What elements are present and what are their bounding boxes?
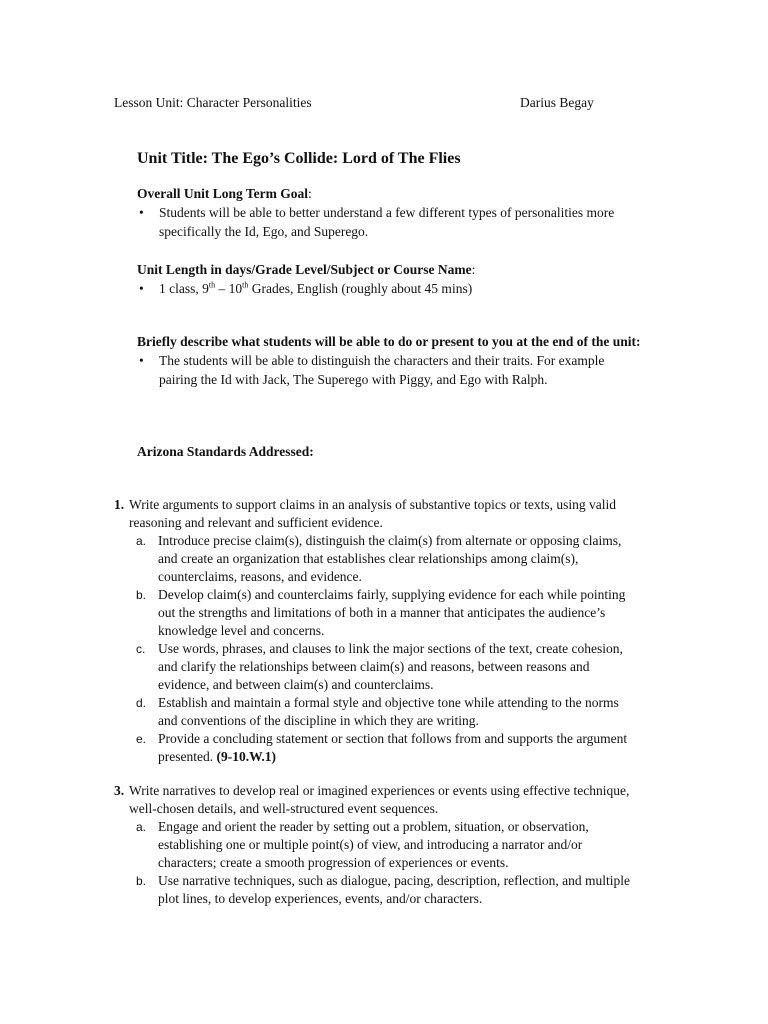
author-name: Darius Begay: [520, 95, 594, 110]
goal-label: Overall Unit Long Term Goal: [137, 186, 309, 201]
list-item: [114, 694, 634, 730]
list-text: Engage and orient the reader by setting out a problem, situation, or observation, establishing one or multiple point(s) of view, and introducing a narrator and/or characters; create a smooth progression of experiences or events.: [158, 819, 589, 870]
standard-code: (9-10.W.1): [216, 749, 276, 764]
list-letter: e.: [136, 732, 147, 746]
standard-lead: Write arguments to support claims in an analysis of substantive topics or texts, using valid reasoning and relevant and sufficient evidence.: [129, 497, 617, 530]
length-text-b: – 10: [215, 281, 243, 296]
list-letter: c.: [136, 642, 146, 656]
list-item: [114, 640, 634, 694]
goal-colon: :: [308, 186, 312, 201]
length-section: [137, 260, 657, 298]
list-text: Introduce precise claim(s), distinguish the claim(s) from alternate or opposing claims, and create an organization that establishes clear relationships among claim(s), counterclaims, reasons, and evidence.: [158, 533, 622, 584]
standard-number: 1.: [114, 497, 125, 512]
bullet-icon: •: [139, 205, 144, 220]
bullet-icon: •: [139, 281, 144, 296]
list-item: [114, 818, 634, 872]
bullet-icon: •: [139, 353, 144, 368]
list-item: [114, 532, 634, 586]
length-label: Unit Length in days/Grade Level/Subject or Course Name: [137, 262, 472, 277]
describe-bullet-text: The students will be able to distinguish the characters and their traits. For example pairing the Id with Jack, The Superego with Piggy, and Ego with Ralph.: [159, 353, 605, 387]
length-text-c: Grades, English (roughly about 45 mins): [248, 281, 473, 296]
list-text: Establish and maintain a formal style and objective tone while attending to the norms and conventions of the discipline in which they are writing.: [158, 695, 619, 728]
lesson-unit-header: Lesson Unit: Character Personalities: [114, 95, 312, 110]
standard-3: [114, 782, 654, 908]
length-colon: :: [471, 262, 476, 277]
list-letter: a.: [136, 534, 147, 548]
standards-heading: Arizona Standards Addressed:: [137, 444, 314, 459]
list-text: Use narrative techniques, such as dialogue, pacing, description, reflection, and multiple plot lines, to develop experiences, events, and/or characters.: [158, 873, 630, 906]
length-sup-b: th: [242, 280, 249, 290]
list-item: [114, 730, 634, 766]
goal-section: [137, 184, 657, 241]
list-letter: b.: [136, 588, 147, 602]
standard-lead: Write narratives to develop real or imagined experiences or events using effective technique, well-chosen details, and well-structured event sequences.: [129, 783, 630, 816]
list-letter: d.: [136, 696, 147, 710]
standard-number: 3.: [114, 783, 125, 798]
list-item: [137, 279, 657, 298]
list-item: [137, 351, 637, 389]
describe-section: [137, 333, 647, 389]
list-item: [114, 586, 634, 640]
list-text: Use words, phrases, and clauses to link the major sections of the text, create cohesion, and clarify the relationships between claim(s) and reasons, between reasons and evidence, and between claim(s) and counterclaims.: [158, 641, 623, 692]
list-item: [137, 203, 637, 241]
list-item: [114, 872, 634, 908]
standard-1: [114, 496, 654, 766]
list-letter: b.: [136, 874, 147, 888]
length-sup-a: th: [208, 280, 216, 290]
list-letter: a.: [136, 820, 147, 834]
list-text: Provide a concluding statement or section that follows from and supports the argument presented.: [158, 731, 628, 764]
goal-bullet-text: Students will be able to better understand a few different types of personalities more specifically the Id, Ego, and Superego.: [159, 205, 615, 239]
describe-label: Briefly describe what students will be able to do or present to you at the end of the unit:: [137, 334, 641, 349]
length-text-a: 1 class, 9: [159, 281, 209, 296]
list-text: Develop claim(s) and counterclaims fairly, supplying evidence for each while pointing out the strengths and limitations of both in a manner that anticipates the audience’s knowledge level and concerns.: [158, 587, 626, 638]
unit-title: Unit Title: The Ego’s Collide: Lord of The Flies: [137, 150, 461, 167]
